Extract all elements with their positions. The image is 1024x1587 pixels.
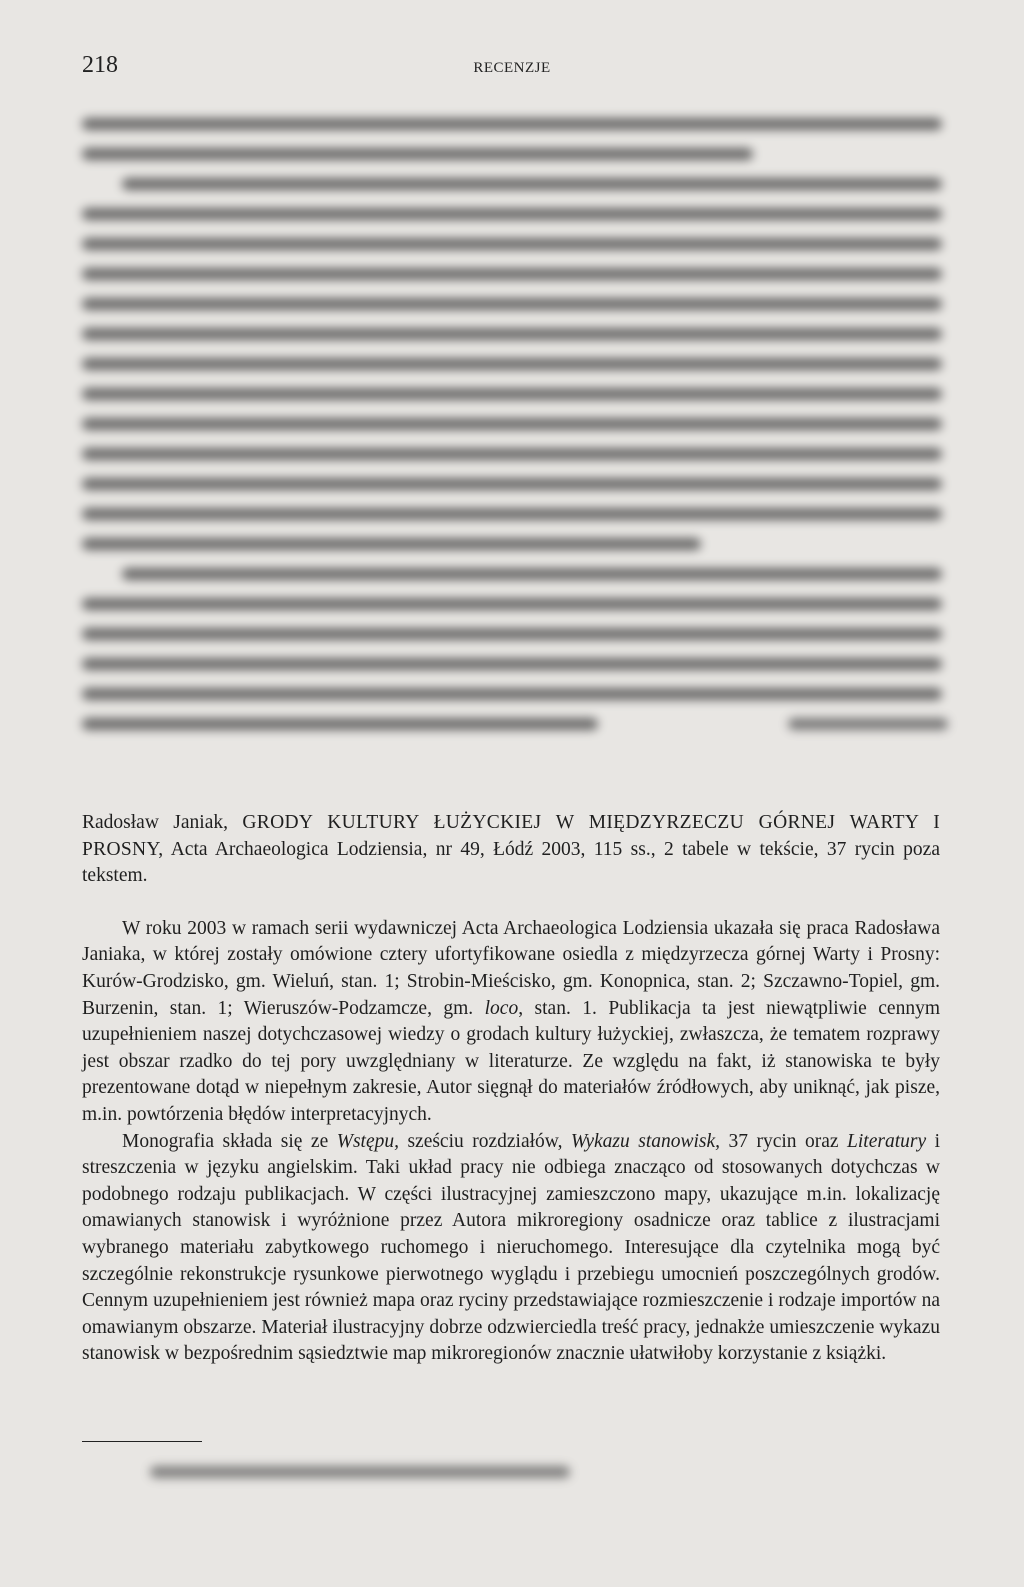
running-head	[0, 52, 1024, 92]
paragraph-2-italic-b: Wykazu stanowisk,	[570, 1130, 721, 1152]
paragraph-1-text-a: W roku 2003 w ramach serii wydawniczej Acta Archaeologica Lodziensia ukazała się praca Radosława Janiaka, w której zostały omówione cztery ufortyfikowane osiedla z międzyrzecza górnej Warty i Prosny: Kurów-Grodzisko, gm. Wieluń, stan. 1; Strobin-Mieścisko, gm. Konopnica, stan. 2; Szczawno-Topiel, gm. Burzenin, stan. 1; Wieruszów-Podzamcze, gm.	[82, 917, 940, 1019]
citation-details: Acta Archaeologica Lodziensia, nr 49, Łódź 2003, 115 ss., 2 tabele w tekście, 37 rycin poza tekstem.	[82, 838, 940, 887]
paragraph-1-italic: loco	[484, 997, 519, 1019]
paragraph-2-text-b: sześciu rozdziałów,	[398, 1130, 571, 1152]
review-text	[82, 810, 940, 1368]
review-citation	[82, 810, 940, 890]
review-paragraph-2	[82, 1129, 940, 1368]
paragraph-2-italic-a: Wstępu,	[336, 1130, 399, 1152]
paragraph-2-text-a: Monografia składa się ze	[122, 1130, 337, 1152]
blurred-signature	[788, 718, 948, 730]
review-paragraph-1	[82, 916, 940, 1129]
footnote-separator	[82, 1441, 202, 1442]
paragraph-2-italic-c: Literatury	[847, 1130, 927, 1152]
citation-title: GRODY KULTURY ŁUŻYCKIEJ W MIĘDZYRZECZU GÓRNEJ WARTY I PROSNY,	[82, 812, 941, 860]
paragraph-1-text-b: , stan. 1. Publikacja ta jest niewątpliwie cennym uzupełnieniem naszej dotychczasowej wiedzy o grodach kultury łużyckiej, zwłaszcza, że tematem rozprawy jest obszar rzadko do tej pory uwzględniany w literaturze. Ze względu na fakt, iż stanowiska te były prezentowane dotąd w niepełnym zakresie, Autor sięgnął do materiałów źródłowych, aby uniknąć, jak pisze, m.in. powtórzenia błędów interpretacyjnych.	[82, 997, 941, 1125]
page-number: 218	[82, 52, 118, 78]
paragraph-2-text-c: 37 rycin oraz	[720, 1130, 848, 1152]
blurred-previous-review	[82, 118, 942, 748]
blurred-footnote	[150, 1466, 570, 1478]
citation-author: Radosław Janiak,	[82, 812, 228, 833]
section-title: RECENZJE	[473, 60, 551, 76]
paragraph-2-text-d: i streszczenia w języku angielskim. Taki układ pracy nie odbiega znacząco od stosowanych dotychczas w podobnego rodzaju publikacjach. W części ilustracyjnej zamieszczono mapy, ukazujące m.in. lokalizację omawianych stanowisk i wyróżnione przez Autora mikroregiony osadnicze oraz tablice z ilustracjami wybranego materiału zabytkowego ruchomego i nieruchomego. Interesujące dla czytelnika mogą być szczególnie rekonstrukcje rysunkowe pierwotnego wyglądu i przebiegu umocnień poszczególnych grodów. Cennym uzupełnieniem jest również mapa oraz ryciny przedstawiające rozmieszczenie i rodzaje importów na omawianym obszarze. Materiał ilustracyjny dobrze odzwierciedla treść pracy, jednakże umieszczenie wykazu stanowisk w bezpośrednim sąsiedztwie map mikroregionów znacznie ułatwiłoby korzystanie z książki.	[82, 1130, 941, 1365]
